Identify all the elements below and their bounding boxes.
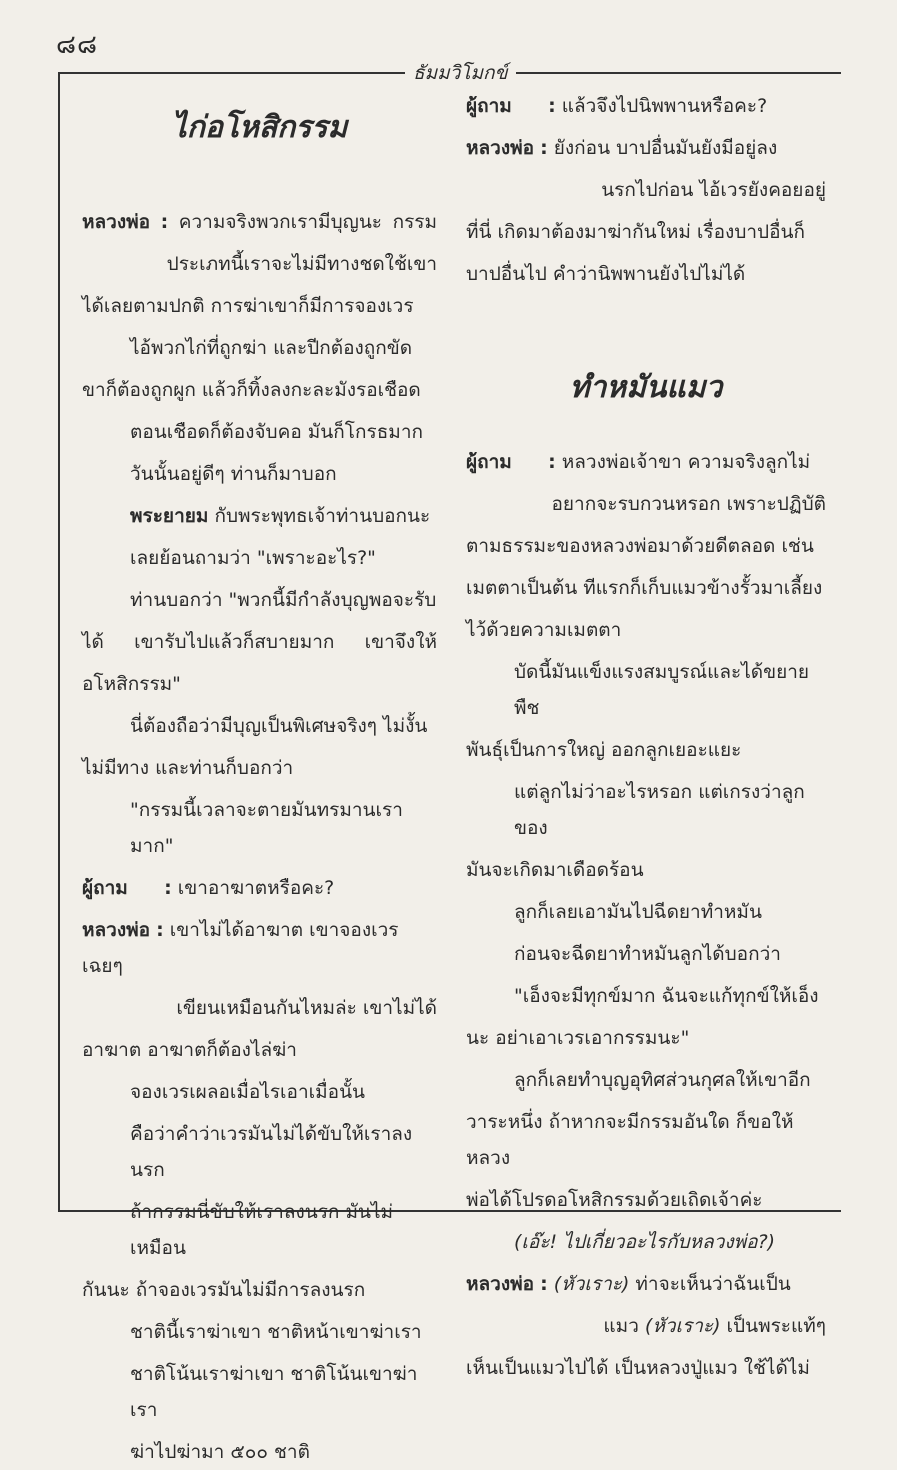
paragraph-line: ก่อนจะฉีดยาทำหมันลูกได้บอกว่า <box>514 943 781 965</box>
paragraph-line: นะ อย่าเอาเวรเอากรรมนะ" <box>466 1027 690 1049</box>
speaker-label: หลวงพ่อ <box>466 1273 535 1295</box>
paragraph-line: นรกไปก่อน ไอ้เวรยังคอยอยู่ <box>601 179 826 201</box>
left-column <box>82 88 437 1470</box>
paragraph-line: อโหสิกรรม" <box>82 673 181 695</box>
speaker-label: หลวงพ่อ <box>82 919 151 941</box>
paragraph-line: อยากจะรบกวนหรอก เพราะปฏิบัติ <box>551 493 826 515</box>
paragraph-line: เมตตาเป็นต้น ทีแรกก็เก็บแมวข้างรั้วมาเลี้ยง <box>466 577 823 599</box>
paragraph-line: ที่นี่ เกิดมาต้องมาฆ่ากันใหม่ เรื่องบาปอื่นก็ <box>466 221 806 243</box>
speaker-label: หลวงพ่อ <box>466 137 535 159</box>
paragraph-line: "กรรมนี้เวลาจะตายมันทรมานเรามาก" <box>130 799 403 857</box>
paragraph-line: ไอ้พวกไก่ที่ถูกฆ่า และปีกต้องถูกขัด <box>130 337 413 359</box>
paragraph-line: คือว่าคำว่าเวรมันไม่ได้ขับให้เราลงนรก <box>130 1123 413 1181</box>
paragraph-line: จองเวรเผลอเมื่อไรเอาเมื่อนั้น <box>130 1081 366 1103</box>
paragraph-line: หลวงพ่อ : ความจริงพวกเรามีบุญนะ กรรม <box>82 211 438 233</box>
dialog-question: ผู้ถาม : แล้วจึงไปนิพพานหรือคะ? <box>466 95 768 117</box>
paragraph-line: ได้เลยตามปกติ การฆ่าเขาก็มีการจองเวร <box>82 295 414 317</box>
paragraph-line: ถ้ากรรมนี่ขับให้เราลงนรก มันไม่เหมือน <box>130 1201 394 1259</box>
paragraph-line: วันนั้นอยู่ดีๆ ท่านก็มาบอก <box>130 463 337 485</box>
paragraph-line: บาปอื่นไป คำว่านิพพานยังไปไม่ได้ <box>466 263 746 285</box>
section-title-chicken: ไก่อโหสิกรรม <box>171 110 348 145</box>
paragraph-line: แมว (หัวเราะ) เป็นพระแท้ๆ <box>603 1315 826 1337</box>
running-head: ธัมมวิโมกข์ <box>405 58 516 88</box>
paragraph-line: ประเภทนี้เราจะไม่มีทางชดใช้เขา <box>166 253 437 275</box>
speaker-label: หลวงพ่อ <box>82 211 151 233</box>
speaker-label: ผู้ถาม <box>466 451 512 473</box>
paragraph-line: ไม่มีทาง และท่านก็บอกว่า <box>82 757 294 779</box>
paragraph-line: บัดนี้มันแข็งแรงสมบูรณ์และได้ขยายพืช <box>514 661 810 719</box>
paragraph-line: ขาก็ต้องถูกผูก แล้วก็ทิ้งลงกะละมังรอเชือด <box>82 379 421 401</box>
paragraph-line: พันธุ์เป็นการใหญ่ ออกลูกเยอะแยะ <box>466 739 742 761</box>
paragraph-line: ได้ เขารับไปแล้วก็สบายมาก เขาจึงให้ <box>82 631 437 653</box>
paragraph-line: เขียนเหมือนกันไหมล่ะ เขาไม่ได้ <box>176 997 437 1019</box>
paragraph-line: ไว้ด้วยความเมตตา <box>466 619 622 641</box>
speaker-label: ผู้ถาม <box>466 95 512 117</box>
paragraph-line: (เอ๊ะ! ไปเกี่ยวอะไรกับหลวงพ่อ?) <box>514 1231 776 1253</box>
paragraph-line: แต่ลูกไม่ว่าอะไรหรอก แต่เกรงว่าลูกของ <box>514 781 805 839</box>
paragraph-line: ฆ่าไปฆ่ามา ๕๐๐ ชาติ <box>130 1441 310 1463</box>
paragraph-line: ตามธรรมะของหลวงพ่อมาด้วยดีตลอด เช่น <box>466 535 814 557</box>
paragraph-line: ชาติโน้นเราฆ่าเขา ชาติโน้นเขาฆ่าเรา <box>130 1363 418 1421</box>
paragraph-line: มันจะเกิดมาเดือดร้อน <box>466 859 644 881</box>
paragraph-line: พระยายม กับพระพุทธเจ้าท่านบอกนะ <box>130 505 431 527</box>
section-title-cat: ทำหมันแมว <box>569 370 723 405</box>
paragraph-line: ท่านบอกว่า "พวกนี้มีกำลังบุญพอจะรับ <box>130 589 437 611</box>
paragraph-line: วาระหนึ่ง ถ้าหากจะมีกรรมอันใด ก็ขอให้หลวง <box>466 1111 794 1169</box>
paragraph-line: ชาตินี้เราฆ่าเขา ชาติหน้าเขาฆ่าเรา <box>130 1321 422 1343</box>
paragraph-line: นี่ต้องถือว่ามีบุญเป็นพิเศษจริงๆ ไม่งั้น <box>130 715 428 737</box>
dialog-question: ผู้ถาม : หลวงพ่อเจ้าขา ความจริงลูกไม่ <box>466 451 811 473</box>
paragraph-line: ลูกก็เลยเอามันไปฉีดยาทำหมัน <box>514 901 762 923</box>
paragraph-line: "เอ็งจะมีทุกข์มาก ฉันจะแก้ทุกข์ให้เอ็ง <box>514 985 819 1007</box>
dialog-answer: หลวงพ่อ : เขาไม่ได้อาฆาต เขาจองเวรเฉยๆ <box>82 919 399 977</box>
paragraph-line: เลยย้อนถามว่า "เพราะอะไร?" <box>130 547 376 569</box>
page-number: ๘๘ <box>56 30 99 60</box>
dialog-question: ผู้ถาม : เขาอาฆาตหรือคะ? <box>82 877 335 899</box>
paragraph-line: กันนะ ถ้าจองเวรมันไม่มีการลงนรก <box>82 1279 366 1301</box>
right-column <box>466 88 826 1386</box>
dialog-answer: หลวงพ่อ : (หัวเราะ) ท่าจะเห็นว่าฉันเป็น <box>466 1273 791 1295</box>
dialog-answer: หลวงพ่อ : ยังก่อน บาปอื่นมันยังมีอยู่ลง <box>466 137 778 159</box>
paragraph-line: พ่อได้โปรดอโหสิกรรมด้วยเถิดเจ้าค่ะ <box>466 1189 763 1211</box>
paragraph-line: อาฆาต อาฆาตก็ต้องไล่ฆ่า <box>82 1039 297 1061</box>
speaker-label: ผู้ถาม <box>82 877 128 899</box>
paragraph-line: ตอนเชือดก็ต้องจับคอ มันก็โกรธมาก <box>130 421 423 443</box>
paragraph-line: ลูกก็เลยทำบุญอุทิศส่วนกุศลให้เขาอีก <box>514 1069 811 1091</box>
paragraph-line: เห็นเป็นแมวไปได้ เป็นหลวงปู่แมว ใช้ได้ไม่ <box>466 1357 810 1379</box>
